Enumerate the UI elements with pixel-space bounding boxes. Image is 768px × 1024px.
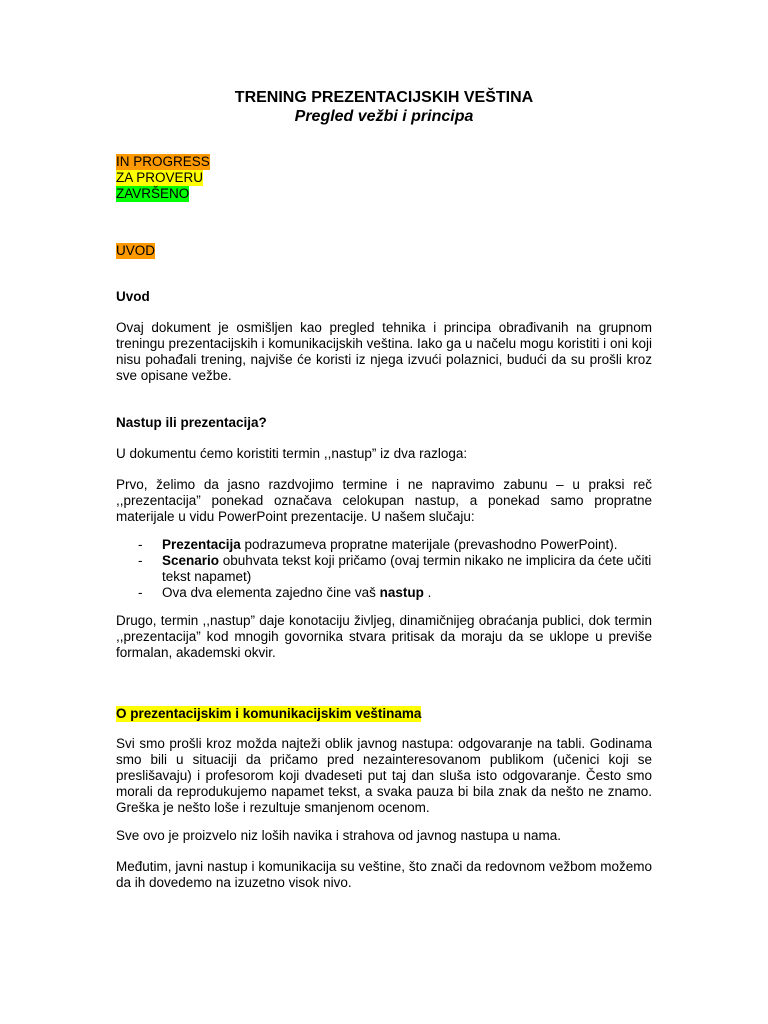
heading-vestine: O prezentacijskim i komunikacijskim veštinama [116,706,422,721]
list-dash: - [138,553,143,568]
legend-in-progress [116,154,210,170]
document-subtitle: Pregled vežbi i principa [294,108,474,125]
list-dash: - [138,585,143,600]
list-item-bold: Scenario [162,553,220,568]
legend-za-proveru [116,170,203,186]
list-item-pre: Ova dva elementa zajedno čine vaš [162,585,380,600]
list-dash: - [138,537,143,552]
section-heading-vestine [116,706,421,722]
document-title: TRENING PREZENTACIJSKIH VEŠTINA [234,89,534,106]
paragraph-uvod: Ovaj dokument je osmišljen kao pregled tehnika i principa obrađivanih na grupnom treningu prezentacijskih i komunikacijskih veština. Iako ga u načelu mogu koristiti i oni koji nisu pohađali trening, najviše će koristi iz njega izvući polaznici, budući da su prošli kroz sve opisane vežbe. [116,320,652,383]
list-item [116,585,652,601]
paragraph-nastup-2: Prvo, želimo da jasno razdvojimo termine i ne napravimo zabunu – u praksi reč ,,prezentacija” ponekad označava celokupan nastup, a ponekad samo propratne materijale u vidu PowerPoint prezentacije. U našem slučaju: [116,477,652,524]
paragraph-nastup-1: U dokumentu ćemo koristiti termin ,,nastup” iz dva razloga: [116,446,468,461]
list-item-bold: nastup [379,585,424,600]
paragraph-nastup-3: Drugo, termin ,,nastup” daje konotaciju življeg, dinamičnijeg obraćanja publici, dok termin ,,prezentacija” kod mnogih govornika stvara pritisak da moraju da se uklope u previše formalan, akademski okvir. [116,613,652,660]
list-item-bold: Prezentacija [162,537,241,552]
paragraph-vestine-2: Sve ovo je proizvelo niz loših navika i strahova od javnog nastupa u nama. [116,828,562,843]
list-item-text: podrazumeva propratne materijale (prevashodno PowerPoint). [240,537,618,552]
legend-za-proveru-label: ZA PROVERU [116,170,204,185]
legend-zavrseno-label: ZAVRŠENO [116,186,190,201]
paragraph-vestine-3: Međutim, javni nastup i komunikacija su veštine, što znači da redovnom vežbom možemo da ih dovedemo na izuzetno visok nivo. [116,859,652,890]
heading-nastup: Nastup ili prezentacija? [116,415,267,430]
list-item [116,537,652,553]
list-item-text: obuhvata tekst koji pričamo (ovaj termin nikako ne implicira da ćete učiti tekst napamet) [162,553,652,584]
terms-list [116,537,652,601]
legend-zavrseno [116,186,189,202]
legend-in-progress-label: IN PROGRESS [116,154,210,169]
heading-uvod: Uvod [116,289,150,304]
list-item [116,553,652,585]
uvod-label: UVOD [116,243,156,258]
list-item-text: . [423,585,432,600]
section-label-uvod [116,243,155,259]
paragraph-vestine-1: Svi smo prošli kroz možda najteži oblik javnog nastupa: odgovaranje na tabli. Godinama smo bili u situaciji da pričamo pred nezainteresovanom publikom (učenici koji se preslišavaju) i profesorom koji dvadeseti put taj dan sluša isto odgovaranje. Često smo morali da reprodukujemo napamet tekst, a svaka pauza bi bila znak da nešto ne znamo. Greška je nešto loše i rezultuje smanjenom ocenom. [116,736,652,815]
